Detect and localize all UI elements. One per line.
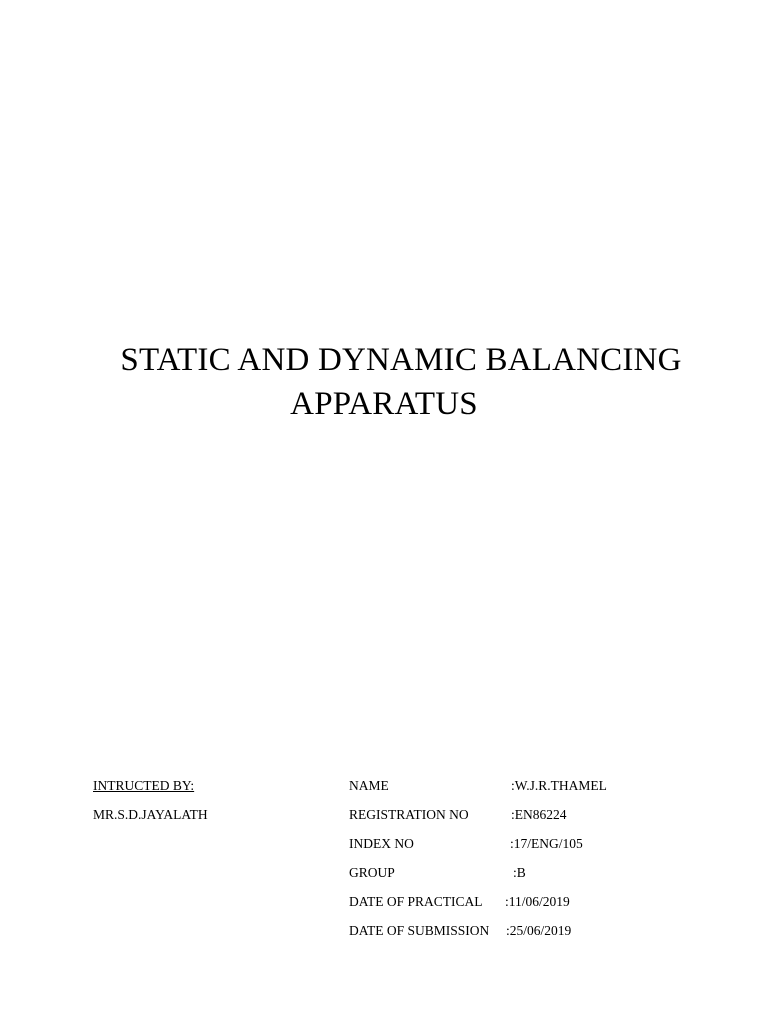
instructor-heading: INTRUCTED BY: [93,778,195,793]
detail-row-name [349,777,739,806]
detail-label: DATE OF SUBMISSION [349,923,490,938]
detail-label: NAME [349,778,389,793]
detail-value: :W.J.R.THAMEL [511,778,607,793]
report-title [0,338,768,426]
detail-label: DATE OF PRACTICAL [349,894,483,909]
detail-label: INDEX NO [349,836,414,851]
instructor-name: MR.S.D.JAYALATH [93,807,208,822]
detail-row-index [349,835,739,864]
title-line-2: APPARATUS [290,386,478,422]
title-line-1: STATIC AND DYNAMIC BALANCING [120,342,682,378]
detail-row-group [349,864,739,893]
detail-row-practical-date [349,893,739,922]
detail-label: GROUP [349,865,395,880]
detail-value: :B [513,865,526,880]
detail-row-submission-date [349,922,739,951]
detail-value: :17/ENG/105 [510,836,583,851]
detail-value: :25/06/2019 [506,923,572,938]
detail-value: :11/06/2019 [505,894,570,909]
detail-value: :EN86224 [511,807,567,822]
student-details [349,777,739,951]
detail-row-registration [349,806,739,835]
detail-label: REGISTRATION NO [349,807,469,822]
